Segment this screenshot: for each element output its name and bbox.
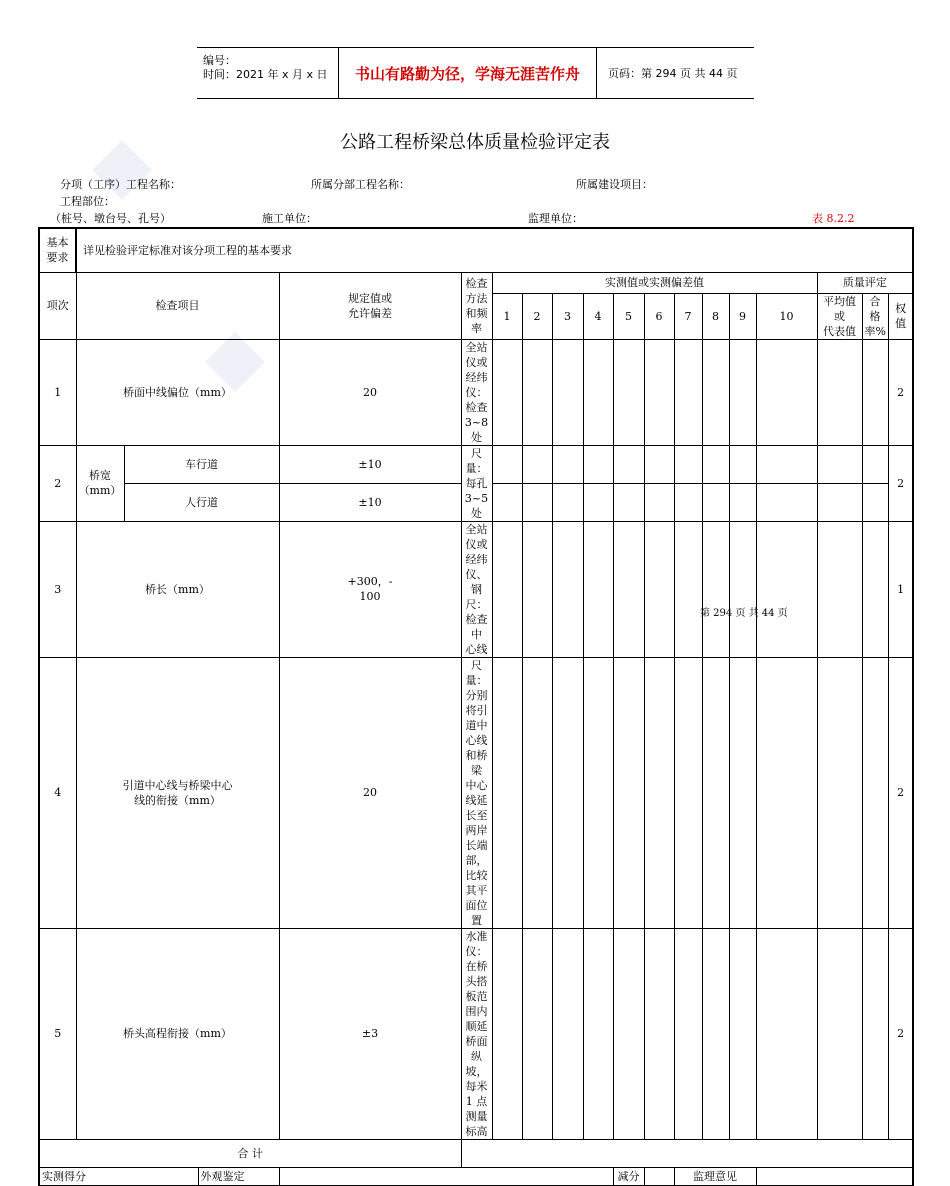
header-quality: 质量评定 bbox=[817, 272, 913, 293]
row-method: 尺量：分别将引道中心线和桥梁 中心线延长至两岸长端部，比较 其平面位置 bbox=[461, 657, 492, 928]
pile-label: （桩号、墩台号、孔号） bbox=[50, 212, 171, 225]
value-cell bbox=[522, 928, 552, 1139]
col-10: 10 bbox=[756, 293, 817, 339]
header-measured: 实测值或实测偏差值 bbox=[492, 272, 817, 293]
value-cell bbox=[613, 339, 644, 445]
value-cell bbox=[613, 928, 644, 1139]
value-cell bbox=[522, 483, 552, 521]
row-weight: 2 bbox=[888, 445, 913, 521]
total-value bbox=[461, 1139, 913, 1167]
row-weight: 1 bbox=[888, 521, 913, 657]
basic-req-label: 基本 要求 bbox=[39, 228, 76, 272]
location-label: 工程部位： bbox=[60, 195, 115, 208]
value-cell bbox=[613, 445, 644, 483]
value-cell bbox=[522, 445, 552, 483]
total-row bbox=[39, 1139, 913, 1167]
value-cell bbox=[644, 521, 674, 657]
table-row bbox=[39, 445, 913, 483]
page-footer: 第 294 页 共 44 页 bbox=[700, 608, 788, 619]
row-weight: 2 bbox=[888, 657, 913, 928]
table-row bbox=[39, 928, 913, 1139]
header-item: 检查项目 bbox=[76, 272, 279, 339]
value-cell bbox=[644, 339, 674, 445]
value-cell bbox=[862, 339, 888, 445]
value-cell bbox=[817, 483, 862, 521]
value-cell bbox=[492, 339, 522, 445]
value-cell bbox=[862, 521, 888, 657]
value-cell bbox=[644, 928, 674, 1139]
value-cell bbox=[674, 445, 702, 483]
value-cell bbox=[583, 521, 613, 657]
appearance-label: 外观鉴定 bbox=[198, 1167, 279, 1185]
value-cell bbox=[817, 339, 862, 445]
row-spec: ±3 bbox=[279, 928, 461, 1139]
row-spec: ±10 bbox=[279, 445, 461, 483]
value-cell bbox=[702, 483, 729, 521]
value-cell bbox=[756, 339, 817, 445]
value-cell bbox=[674, 483, 702, 521]
value-cell bbox=[552, 928, 583, 1139]
row-weight: 2 bbox=[888, 928, 913, 1139]
value-cell bbox=[492, 445, 522, 483]
row-subitem: 车行道 bbox=[124, 445, 279, 483]
value-cell bbox=[756, 445, 817, 483]
col-9: 9 bbox=[729, 293, 756, 339]
contractor-label: 施工单位： bbox=[262, 212, 317, 225]
value-cell bbox=[702, 928, 729, 1139]
value-cell bbox=[729, 928, 756, 1139]
score-label: 实测得分 bbox=[39, 1167, 198, 1185]
table-row bbox=[39, 657, 913, 928]
value-cell bbox=[862, 483, 888, 521]
basic-req-text: 详见检验评定标准对该分项工程的基本要求 bbox=[76, 228, 913, 272]
value-cell bbox=[492, 483, 522, 521]
value-cell bbox=[756, 928, 817, 1139]
value-cell bbox=[644, 445, 674, 483]
value-cell bbox=[552, 339, 583, 445]
row-item: 桥头高程衔接（mm） bbox=[76, 928, 279, 1139]
col-7: 7 bbox=[674, 293, 702, 339]
col-2: 2 bbox=[522, 293, 552, 339]
value-cell bbox=[817, 928, 862, 1139]
col-3: 3 bbox=[552, 293, 583, 339]
construction-project-label: 所属建设项目： bbox=[576, 178, 653, 191]
value-cell bbox=[644, 483, 674, 521]
page-header bbox=[197, 47, 754, 99]
col-4: 4 bbox=[583, 293, 613, 339]
time-label: 时间：2021 年 x 月 x 日 bbox=[203, 68, 328, 81]
motto: 书山有路勤为径，学海无涯苦作舟 bbox=[339, 48, 597, 98]
division-label: 所属分部工程名称： bbox=[311, 178, 410, 191]
value-cell bbox=[613, 483, 644, 521]
value-cell bbox=[862, 928, 888, 1139]
value-cell bbox=[583, 483, 613, 521]
value-cell bbox=[522, 657, 552, 928]
value-cell bbox=[729, 445, 756, 483]
table-number: 表 8.2.2 bbox=[812, 212, 855, 225]
value-cell bbox=[674, 339, 702, 445]
appearance-value bbox=[279, 1167, 613, 1185]
value-cell bbox=[492, 521, 522, 657]
row-no: 4 bbox=[39, 657, 76, 928]
row-method: 水准仪：在桥头搭板范围内顺延 桥面纵坡，每米 1 点测量标高 bbox=[461, 928, 492, 1139]
header-weight: 权 值 bbox=[888, 293, 913, 339]
row-method: 全站仪或经纬仪：检查3~8 处 bbox=[461, 339, 492, 445]
page-title: 公路工程桥梁总体质量检验评定表 bbox=[340, 132, 610, 153]
value-cell bbox=[583, 928, 613, 1139]
header-avg: 平均值或 代表值 bbox=[817, 293, 862, 339]
value-cell bbox=[756, 657, 817, 928]
row-item: 桥面中线偏位（mm） bbox=[76, 339, 279, 445]
value-cell bbox=[552, 445, 583, 483]
table-row bbox=[39, 521, 913, 657]
header-rate: 合格 率% bbox=[862, 293, 888, 339]
row-item: 引道中心线与桥梁中心 线的衔接（mm） bbox=[76, 657, 279, 928]
value-cell bbox=[644, 657, 674, 928]
value-cell bbox=[492, 657, 522, 928]
value-cell bbox=[492, 928, 522, 1139]
page-number: 页码：第 294 页 共 44 页 bbox=[608, 67, 738, 80]
footer-row bbox=[39, 1167, 913, 1185]
value-cell bbox=[583, 657, 613, 928]
row-no: 5 bbox=[39, 928, 76, 1139]
col-8: 8 bbox=[702, 293, 729, 339]
sub-project-label: 分项（工序）工程名称： bbox=[60, 178, 181, 191]
value-cell bbox=[674, 521, 702, 657]
header-method: 检查方法和频率 bbox=[461, 272, 492, 339]
value-cell bbox=[817, 521, 862, 657]
row-spec: ±10 bbox=[279, 483, 461, 521]
value-cell bbox=[756, 483, 817, 521]
code-label: 编号： bbox=[203, 54, 236, 67]
opinion-label: 监理意见 bbox=[674, 1167, 756, 1185]
value-cell bbox=[674, 657, 702, 928]
row-no: 3 bbox=[39, 521, 76, 657]
supervisor-label: 监理单位： bbox=[528, 212, 583, 225]
value-cell bbox=[552, 521, 583, 657]
value-cell bbox=[702, 339, 729, 445]
value-cell bbox=[613, 657, 644, 928]
row-weight: 2 bbox=[888, 339, 913, 445]
row-spec: 20 bbox=[279, 657, 461, 928]
value-cell bbox=[613, 521, 644, 657]
value-cell bbox=[702, 657, 729, 928]
value-cell bbox=[817, 657, 862, 928]
value-cell bbox=[702, 521, 729, 657]
value-cell bbox=[756, 521, 817, 657]
value-cell bbox=[862, 445, 888, 483]
row-no: 1 bbox=[39, 339, 76, 445]
value-cell bbox=[729, 339, 756, 445]
row-method: 全站仪或经纬仪、钢尺：检查中 心线 bbox=[461, 521, 492, 657]
value-cell bbox=[729, 521, 756, 657]
value-cell bbox=[729, 483, 756, 521]
value-cell bbox=[729, 657, 756, 928]
row-method: 尺量：每孔 3~5 处 bbox=[461, 445, 492, 521]
quality-table bbox=[38, 227, 914, 1186]
opinion-value bbox=[756, 1167, 913, 1185]
header-spec: 规定值或 允许偏差 bbox=[279, 272, 461, 339]
value-cell bbox=[552, 483, 583, 521]
col-1: 1 bbox=[492, 293, 522, 339]
row-subitem: 人行道 bbox=[124, 483, 279, 521]
value-cell bbox=[522, 521, 552, 657]
value-cell bbox=[522, 339, 552, 445]
row-spec: 20 bbox=[279, 339, 461, 445]
row-no: 2 bbox=[39, 445, 76, 521]
value-cell bbox=[674, 928, 702, 1139]
value-cell bbox=[817, 445, 862, 483]
col-6: 6 bbox=[644, 293, 674, 339]
row-item: 桥长（mm） bbox=[76, 521, 279, 657]
row-item: 桥宽 （mm） bbox=[76, 445, 124, 521]
header-no: 项次 bbox=[39, 272, 76, 339]
total-label: 合 计 bbox=[39, 1139, 461, 1167]
value-cell bbox=[552, 657, 583, 928]
header-meta bbox=[197, 48, 339, 98]
value-cell bbox=[583, 445, 613, 483]
row-spec: +300，- 100 bbox=[279, 521, 461, 657]
value-cell bbox=[583, 339, 613, 445]
table-row bbox=[39, 339, 913, 445]
value-cell bbox=[862, 657, 888, 928]
deduction-label: 减分 bbox=[613, 1167, 644, 1185]
col-5: 5 bbox=[613, 293, 644, 339]
value-cell bbox=[702, 445, 729, 483]
deduction-value bbox=[644, 1167, 674, 1185]
